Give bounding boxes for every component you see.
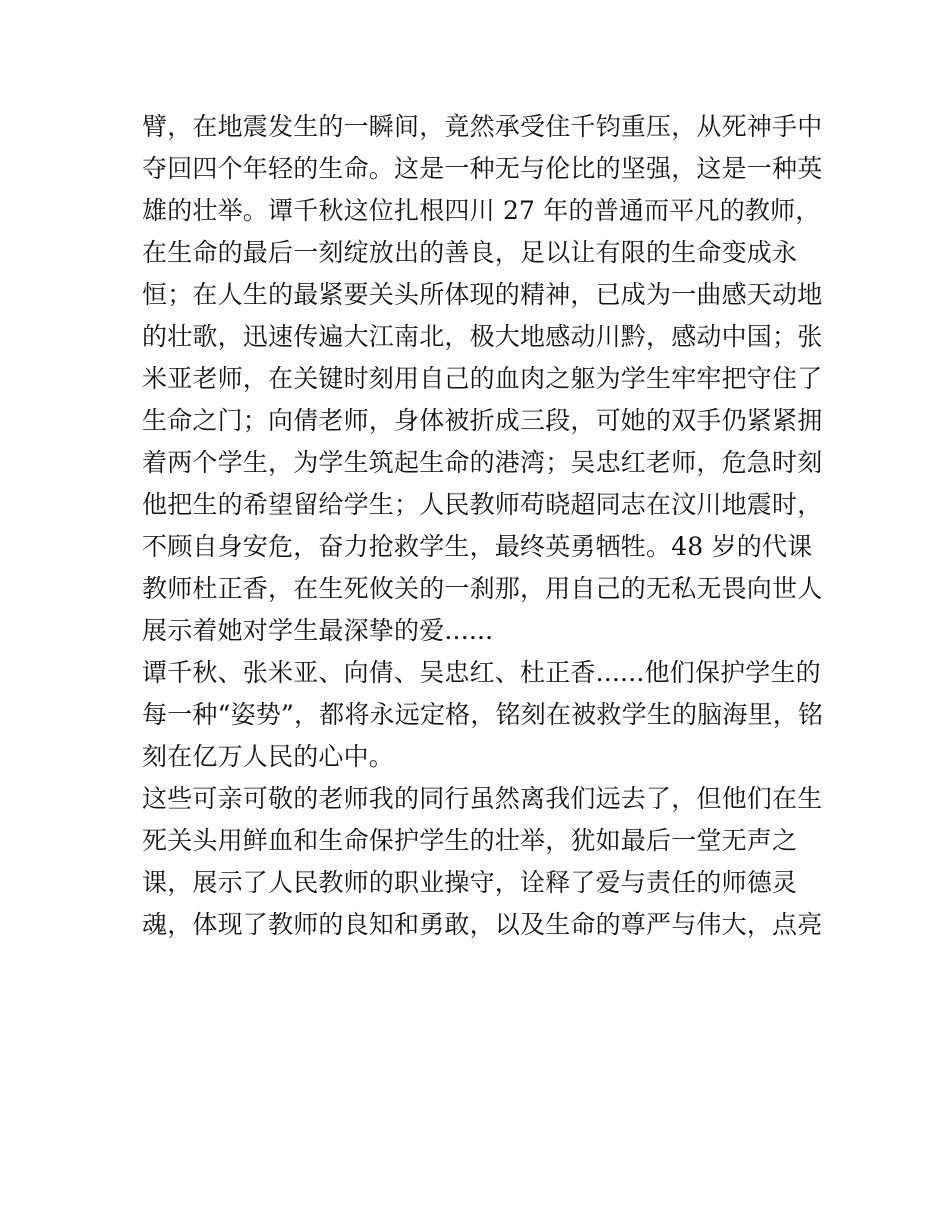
text-line: 恒；在人生的最紧要关头所体现的精神，已成为一曲感天动地 <box>142 280 823 309</box>
text-line: 教师杜正香，在生死攸关的一刹那，用自己的无私无畏向世人 <box>142 574 823 603</box>
text-line: 这些可亲可敬的老师我的同行虽然离我们远去了，但他们在生 <box>142 784 823 813</box>
text-line: 死关头用鲜血和生命保护学生的壮举，犹如最后一堂无声之 <box>142 826 798 855</box>
text-line: 生命之门；向倩老师，身体被折成三段，可她的双手仍紧紧拥 <box>142 406 823 435</box>
text-line: 不顾自身安危，奋力抢救学生，最终英勇牺牲。48 岁的代课 <box>142 532 813 561</box>
text-line: 课，展示了人民教师的职业操守，诠释了爱与责任的师德灵 <box>142 868 798 897</box>
text-line: 魂，体现了教师的良知和勇敢，以及生命的尊严与伟大，点亮 <box>142 910 823 939</box>
text-line: 夺回四个年轻的生命。这是一种无与伦比的坚强，这是一种英 <box>142 154 823 183</box>
body-text <box>142 106 824 946</box>
text-line: 米亚老师，在关键时刻用自己的血肉之躯为学生牢牢把守住了 <box>142 364 823 393</box>
text-line: 谭千秋、张米亚、向倩、吴忠红、杜正香......他们保护学生的 <box>142 658 821 687</box>
text-line: 在生命的最后一刻绽放出的善良，足以让有限的生命变成永 <box>142 238 798 267</box>
text-line: 他把生的希望留给学生；人民教师苟晓超同志在汶川地震时， <box>142 490 823 519</box>
text-line: 臂，在地震发生的一瞬间，竟然承受住千钧重压，从死神手中 <box>142 112 823 141</box>
text-line: 的壮歌，迅速传遍大江南北，极大地感动川黔，感动中国；张 <box>142 322 823 351</box>
text-line: 着两个学生，为学生筑起生命的港湾；吴忠红老师，危急时刻 <box>142 448 823 477</box>
text-line: 刻在亿万人民的心中。 <box>142 742 395 771</box>
text-line: 每一种“姿势”，都将永远定格，铭刻在被救学生的脑海里，铭 <box>142 700 824 729</box>
text-line: 展示着她对学生最深挚的爱...... <box>142 616 494 645</box>
text-line: 雄的壮举。谭千秋这位扎根四川 27 年的普通而平凡的教师， <box>142 196 821 225</box>
